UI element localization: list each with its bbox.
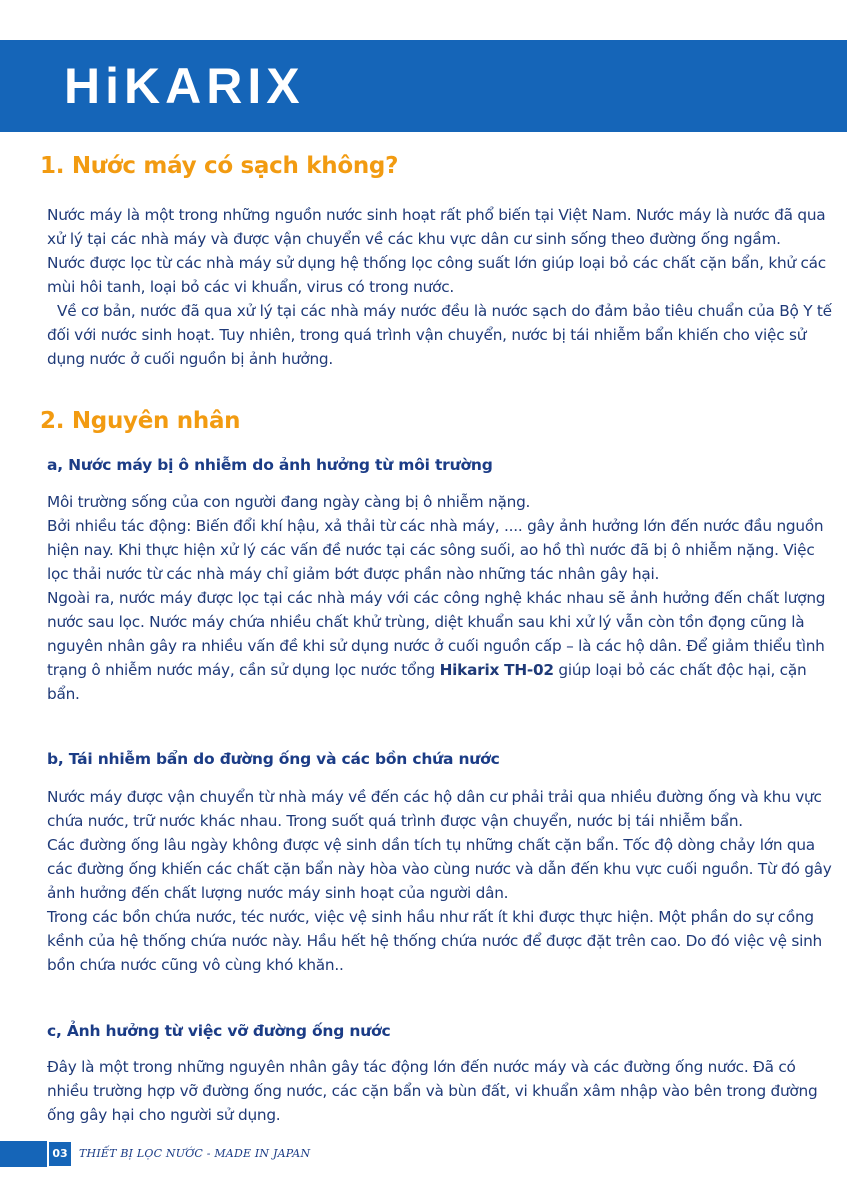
page-number: 03: [49, 1142, 71, 1166]
paragraph-text: Ngoài ra, nước máy được lọc tại các nhà máy với các công nghệ khác nhau sẽ ảnh hưởng đến chất lượng nước sau lọc. Nước máy chứa nhiều chất khử trùng, diệt khuẩn sau khi xử lý vẫn còn tồn đọng cũng là nguyên nhân gây ra nhiều vấn đề khi sử dụng nước ở cuối nguồn cấp – là các hộ dân. Để giảm thiểu tình trạng ô nhiễm nước máy, cần sử dụng lọc nước tổng: [47, 589, 826, 679]
subsection-a-body: [47, 490, 837, 706]
section1-paragraph-3: Về cơ bản, nước đã qua xử lý tại các nhà máy nước đều là nước sạch do đảm bảo tiêu chuẩn của Bộ Y tế đối với nước sinh hoạt. Tuy nhiên, trong quá trình vận chuyển, nước bị tái nhiễm bẩn khiến cho việc sử dụng nước ở cuối nguồn bị ảnh hưởng.: [47, 302, 832, 368]
product-name: Hikarix TH-02: [439, 661, 554, 679]
subsection-a-heading: a, Nước máy bị ô nhiễm do ảnh hưởng từ môi trường: [47, 456, 493, 474]
section1-heading: 1. Nước máy có sạch không?: [40, 153, 399, 179]
subsection-c-paragraph-1: Đây là một trong những nguyên nhân gây tác động lớn đến nước máy và các đường ống nước. Đã có nhiều trường hợp vỡ đường ống nước, các cặn bẩn và bùn đất, vi khuẩn xâm nhập vào bên trong đường ống gây hại cho người sử dụng.: [47, 1058, 818, 1124]
paragraph-text-tail: giúp loại bỏ các chất độc hại, cặn bẩn.: [47, 661, 807, 703]
section1-body: [47, 203, 837, 371]
subsection-a-paragraph-1: Môi trường sống của con người đang ngày càng bị ô nhiễm nặng.: [47, 493, 531, 511]
section1-paragraph-2: Nước được lọc từ các nhà máy sử dụng hệ thống lọc công suất lớn giúp loại bỏ các chất cặn bẩn, khử các mùi hôi tanh, loại bỏ các vi khuẩn, virus có trong nước.: [47, 254, 826, 296]
subsection-b-body: [47, 785, 837, 977]
section2-heading: 2. Nguyên nhân: [40, 408, 241, 434]
subsection-c-heading: c, Ảnh hưởng từ việc vỡ đường ống nước: [47, 1022, 391, 1040]
subsection-b-heading: b, Tái nhiễm bẩn do đường ống và các bồn chứa nước: [47, 750, 500, 768]
subsection-b-paragraph-3: Trong các bồn chứa nước, téc nước, việc vệ sinh hầu như rất ít khi được thực hiện. Một phần do sự cồng kềnh của hệ thống chứa nước này. Hầu hết hệ thống chứa nước để được đặt trên cao. Do đó việc vệ sinh bồn chứa nước cũng vô cùng khó khăn..: [47, 908, 822, 974]
subsection-c-body: [47, 1055, 837, 1127]
subsection-b-paragraph-2: Các đường ống lâu ngày không được vệ sinh dần tích tụ những chất cặn bẩn. Tốc độ dòng chảy lớn qua các đường ống khiến các chất cặn bẩn này hòa vào cùng nước và dẫn đến khu vực cuối nguồn. Từ đó gây ảnh hưởng đến chất lượng nước máy sinh hoạt của người dân.: [47, 836, 832, 902]
subsection-a-paragraph-2: Bởi nhiều tác động: Biến đổi khí hậu, xả thải từ các nhà máy, .... gây ảnh hưởng lớn đến nước đầu nguồn hiện nay. Khi thực hiện xử lý các vấn đề nước tại các sông suối, ao hồ thì nước đã bị ô nhiễm nặng. Việc lọc thải nước từ các nhà máy chỉ giảm bớt được phần nào những tác nhân gây hại.: [47, 517, 824, 583]
footer-text: THIẾT BỊ LỌC NƯỚC - MADE IN JAPAN: [79, 1147, 311, 1160]
section1-paragraph-1: Nước máy là một trong những nguồn nước sinh hoạt rất phổ biến tại Việt Nam. Nước máy là nước đã qua xử lý tại các nhà máy và được vận chuyển về các khu vực dân cư sinh sống theo đường ống ngầm.: [47, 206, 826, 248]
footer-bar: [0, 1141, 47, 1167]
subsection-b-paragraph-1: Nước máy được vận chuyển từ nhà máy về đến các hộ dân cư phải trải qua nhiều đường ống và khu vực chứa nước, trữ nước khác nhau. Trong suốt quá trình được vận chuyển, nước bị tái nhiễm bẩn.: [47, 788, 822, 830]
subsection-a-paragraph-3: [47, 586, 837, 706]
brand-logo: HiKARIX: [64, 58, 305, 114]
